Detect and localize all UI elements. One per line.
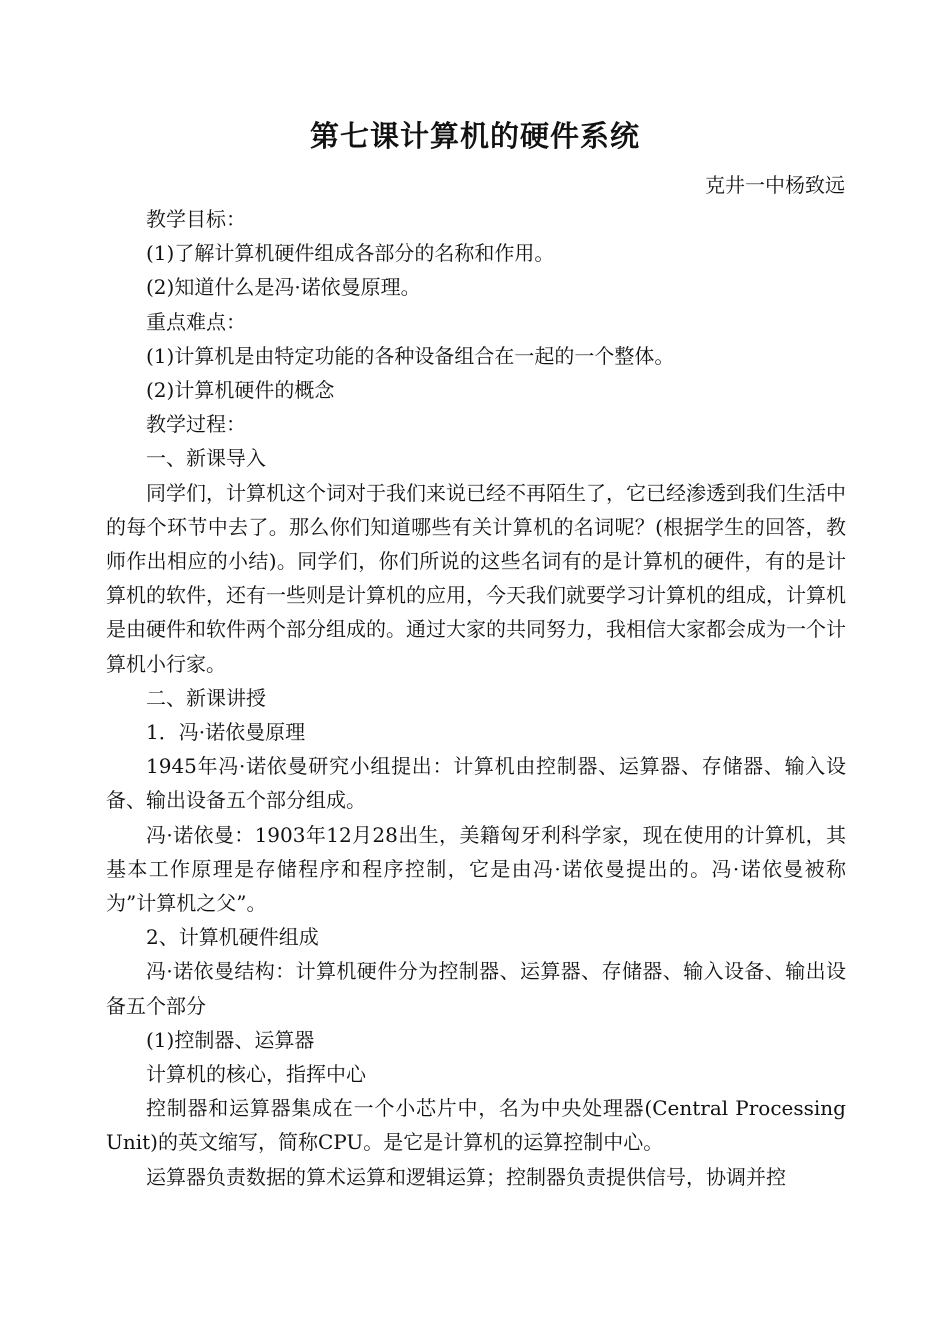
paragraph-teaching-process-heading: 教学过程： bbox=[146, 412, 246, 437]
document-body bbox=[106, 202, 846, 1194]
paragraph-cpu: 控制器和运算器集成在一个小芯片中，名为中央处理器(Central Processing Unit)的英文缩写，简称CPU。是它是计算机的运算控制中心。 bbox=[106, 1096, 846, 1155]
paragraph-key-point-1: (1)计算机是由特定功能的各种设备组合在一起的一个整体。 bbox=[146, 343, 675, 368]
document-title: 第七课计算机的硬件系统 bbox=[309, 119, 640, 153]
paragraph-intro-text: 同学们，计算机这个词对于我们来说已经不再陌生了，它已经渗透到我们生活中的每个环节中去了。那么你们知道哪些有关计算机的名词呢？(根据学生的回答，教师作出相应的小结)。同学们，你们所说的这些名词有的是计算机的硬件，有的是计算机的软件，还有一些则是计算机的应用，今天我们就要学习计算机的组成，计算机是由硬件和软件两个部分组成的。通过大家的共同努力，我相信大家都会成为一个计算机小行家。 bbox=[106, 480, 846, 676]
paragraph-section-intro-heading: 一、新课导入 bbox=[146, 446, 266, 471]
document-author: 克井一中杨致远 bbox=[705, 173, 845, 197]
paragraph-teaching-goals-heading: 教学目标： bbox=[146, 207, 246, 231]
paragraph-controller-heading: (1)控制器、运算器 bbox=[146, 1027, 315, 1052]
paragraph-hardware-heading: 2、计算机硬件组成 bbox=[146, 925, 319, 950]
paragraph-section-lecture-heading: 二、新课讲授 bbox=[146, 685, 266, 710]
paragraph-alu-controller: 运算器负责数据的算术运算和逻辑运算；控制器负责提供信号，协调并控 bbox=[146, 1164, 786, 1189]
paragraph-von-neumann-structure: 冯·诺依曼结构：计算机硬件分为控制器、运算器、存储器、输入设备、输出设备五个部分 bbox=[106, 959, 846, 1018]
paragraph-key-points-heading: 重点难点： bbox=[146, 309, 246, 334]
paragraph-von-neumann-bio: 冯·诺依曼：1903年12月28出生，美籍匈牙利科学家，现在使用的计算机，其基本工作原理是存储程序和程序控制，它是由冯·诺依曼提出的。冯·诺依曼被称为”计算机之父”。 bbox=[106, 822, 846, 916]
paragraph-von-neumann-1945: 1945年冯·诺依曼研究小组提出：计算机由控制器、运算器、存储器、输入设备、输出设备五个部分组成。 bbox=[106, 754, 846, 813]
paragraph-goal-2: (2)知道什么是冯·诺依曼原理。 bbox=[146, 275, 421, 300]
paragraph-core-center: 计算机的核心，指挥中心 bbox=[146, 1062, 366, 1087]
paragraph-von-neumann-heading: 1．冯·诺依曼原理 bbox=[146, 720, 306, 745]
paragraph-goal-1: (1)了解计算机硬件组成各部分的名称和作用。 bbox=[146, 241, 555, 266]
paragraph-key-point-2: (2)计算机硬件的概念 bbox=[146, 378, 335, 403]
